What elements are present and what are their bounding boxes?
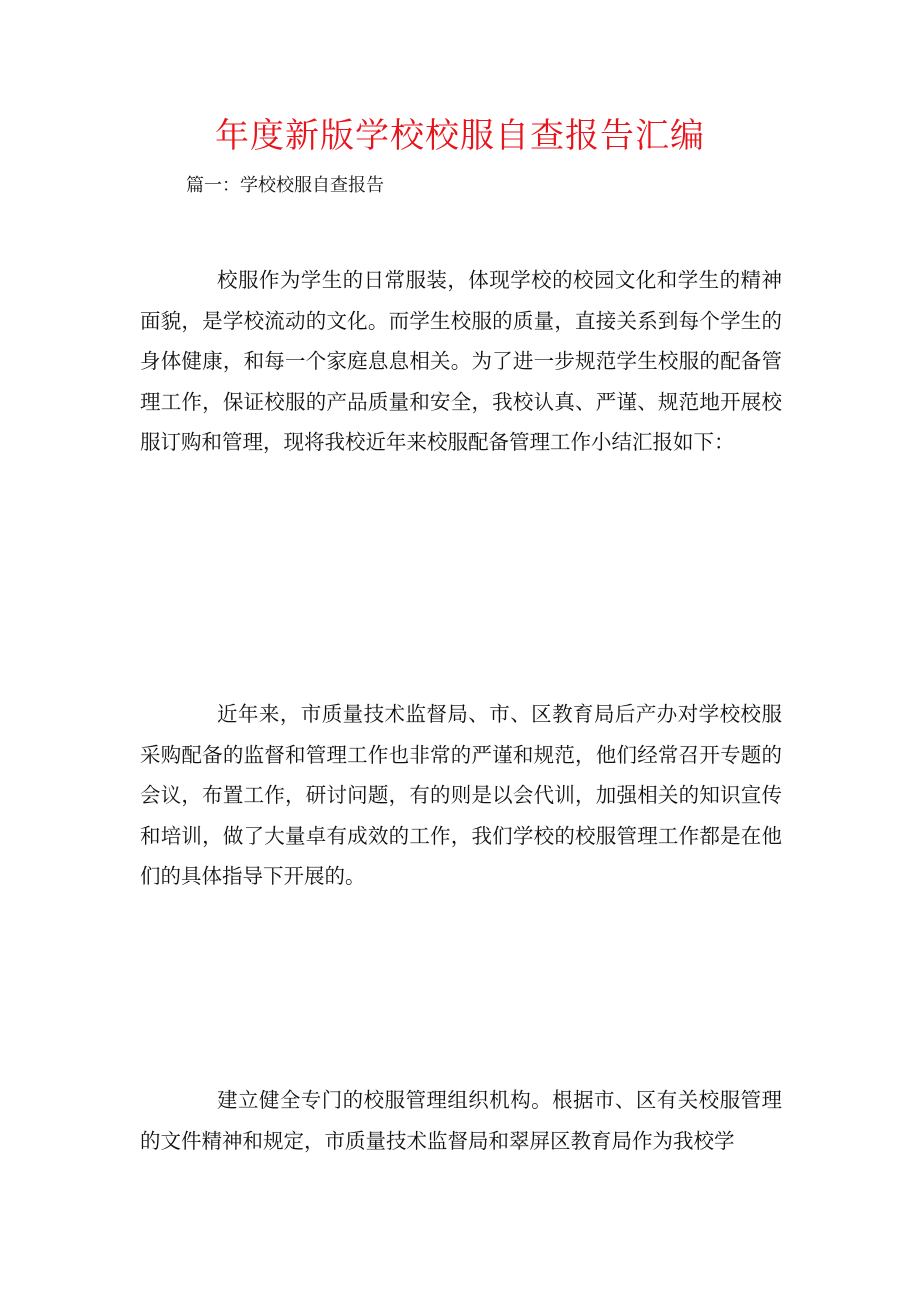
paragraph-2: 近年来，市质量技术监督局、市、区教育局后产办对学校校服采购配备的监督和管理工作也非常的严谨和规范，他们经常召开专题的会议，布置工作，研讨问题，有的则是以会代训，加强相关的知识宣传和培训，做了大量卓有成效的工作，我们学校的校服管理工作都是在他们的具体指导下开展的。	[140, 702, 782, 889]
section-heading: 篇一：学校校服自查报告	[186, 175, 384, 196]
paragraph-3: 建立健全专门的校服管理组织机构。根据市、区有关校服管理的文件精神和规定，市质量技术监督局和翠屏区教育局作为我校学	[140, 1088, 782, 1153]
paragraph-1: 校服作为学生的日常服装，体现学校的校园文化和学生的精神面貌，是学校流动的文化。而学生校服的质量，直接关系到每个学生的身体健康，和每一个家庭息息相关。为了进一步规范学生校服的配备管理工作，保证校服的产品质量和安全，我校认真、严谨、规范地开展校服订购和管理，现将我校近年来校服配备管理工作小结汇报如下：	[140, 268, 782, 455]
document-title: 年度新版学校校服自查报告汇编	[215, 116, 705, 156]
